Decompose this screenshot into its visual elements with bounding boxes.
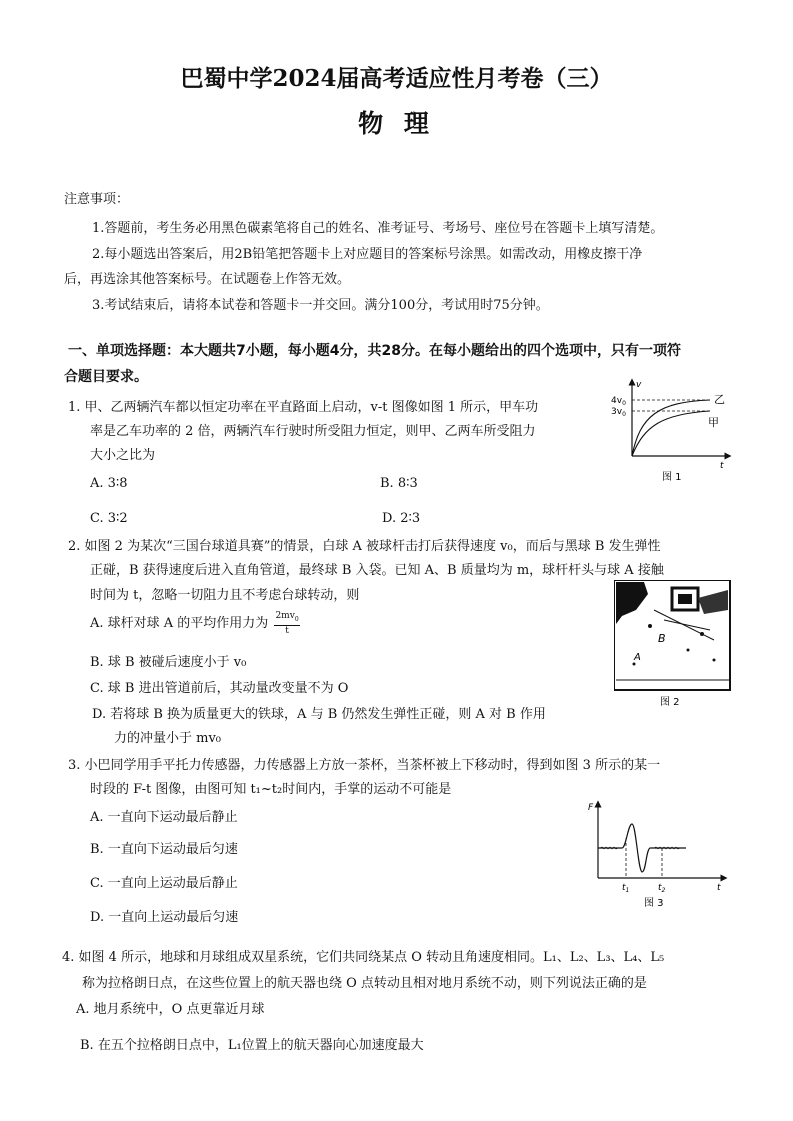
notice-heading: 注意事项： xyxy=(64,192,130,207)
fig2-ball-dot xyxy=(700,632,704,636)
notice-item-2: 2.每小题选出答案后，用2B铅笔把答题卡上对应题目的答案标号涂黑。如需改动，用橡皮擦干净 xyxy=(92,247,643,262)
fig3-t1-label: $t_1$ xyxy=(622,883,630,894)
q3-option-a: A. 一直向下运动最后静止 xyxy=(90,810,238,825)
fig1-3v-label: $3v_0$ xyxy=(611,407,626,418)
figure-2-billiard-photo xyxy=(614,580,732,710)
q1-option-a: A. 3∶8 xyxy=(90,476,128,491)
fig2-speck xyxy=(713,659,716,662)
subject-title: 物 理 xyxy=(358,109,435,138)
q4-stem-line1: 4. 如图 4 所示，地球和月球组成双星系统，它们共同绕某点 O 转动且角速度相同。L₁、L₂、L₃、L₄、L₅ xyxy=(62,950,665,965)
q1-stem-line1: 1. 甲、乙两辆汽车都以恒定功率在平直路面上启动，v-t 图像如图 1 所示，甲车功 xyxy=(68,400,539,415)
fig1-v-label: v xyxy=(636,380,642,390)
fig2-label-b: B xyxy=(658,632,666,645)
q2-stem-line2: 正碰，B 获得速度后进入直角管道，最终球 B 入袋。已知 A、B 质量均为 m，球杆杆头与球 A 接触 xyxy=(90,563,664,578)
exam-title: 巴蜀中学2024届高考适应性月考卷（三） xyxy=(180,65,613,92)
q2-stem-line1: 2. 如图 2 为某次“三国台球道具赛”的情景，白球 A 被球杆击打后获得速度 v₀，而后与黑球 B 发生弹性 xyxy=(68,539,661,554)
fig1-caption: 图 1 xyxy=(662,472,682,483)
notice-item-2-cont: 后，再选涂其他答案标号。在试题卷上作答无效。 xyxy=(64,272,351,287)
fig2-caption: 图 2 xyxy=(660,697,680,708)
section-heading: 一、单项选择题：本大题共7小题，每小题4分，共28分。在每小题给出的四个选项中，只有一项符 xyxy=(68,343,681,359)
fig3-t-label: t xyxy=(717,883,721,893)
fig3-t2-label: $t_2$ xyxy=(658,883,666,894)
q2-option-d-cont: 力的冲量小于 mv₀ xyxy=(114,731,222,746)
q4-stem-line2: 称为拉格朗日点，在这些位置上的航天器也绕 O 点转动且相对地月系统不动，则下列说法正确的是 xyxy=(82,976,647,991)
q2-option-d: D. 若将球 B 换为质量更大的铁球，A 与 B 仍然发生弹性正碰，则 A 对 B 作用 xyxy=(92,707,546,722)
q1-option-b: B. 8∶3 xyxy=(380,476,418,491)
q3-stem-line2: 时段的 F-t 图像，由图可知 t₁~t₂时间内，手掌的运动不可能是 xyxy=(90,782,452,797)
q2-stem-line3: 时间为 t，忽略一切阻力且不考虑台球转动，则 xyxy=(90,588,360,603)
q1-stem-line3: 大小之比为 xyxy=(90,448,156,463)
fraction-numerator: $2mv_0$ xyxy=(274,611,299,626)
q1-stem-line2: 率是乙车功率的 2 倍，两辆汽车行驶时所受阻力恒定，则甲、乙两车所受阻力 xyxy=(90,424,536,439)
q2-option-c: C. 球 B 进出管道前后，其动量改变量不为 O xyxy=(90,681,349,696)
q3-option-d: D. 一直向上运动最后匀速 xyxy=(90,910,239,925)
fig1-t-label: t xyxy=(720,461,724,471)
fig2-label-a: A xyxy=(634,652,641,663)
fig1-curve-yi xyxy=(632,400,710,456)
notice-item-3: 3.考试结束后，请将本试卷和答题卡一并交回。满分100分，考试用时75分钟。 xyxy=(92,298,549,313)
notice-item-1: 1.答题前，考生务必用黑色碳素笔将自己的姓名、准考证号、考场号、座位号在答题卡上填写清楚。 xyxy=(92,221,664,236)
figure-3-ft-graph xyxy=(584,798,734,912)
q2-option-a: A. 球杆对球 A 的平均作用力为 $\frac{2mv_0}{t}$ xyxy=(90,611,299,636)
q3-stem-line1: 3. 小巴同学用手平托力传感器，力传感器上方放一茶杯，当茶杯被上下移动时，得到如图 3 所示的某一 xyxy=(68,758,661,773)
fig3-caption: 图 3 xyxy=(644,898,664,909)
fig2-speck xyxy=(687,649,690,652)
q3-option-b: B. 一直向下运动最后匀速 xyxy=(90,842,238,857)
fig1-yi-label: 乙 xyxy=(714,393,725,406)
fig1-4v-label: $4v_0$ xyxy=(611,396,626,407)
q4-option-b: B. 在五个拉格朗日点中，L₁位置上的航天器向心加速度最大 xyxy=(80,1038,424,1053)
q1-option-c: C. 3∶2 xyxy=(90,511,128,526)
fraction-denominator: t xyxy=(285,625,289,636)
fig3-f-label: F xyxy=(588,803,594,813)
section-heading-cont: 合题目要求。 xyxy=(64,369,148,385)
fig1-curve-jia xyxy=(632,411,710,456)
figure-1-vt-graph xyxy=(610,376,740,488)
q1-option-d: D. 2∶3 xyxy=(382,511,421,526)
fig1-jia-label: 甲 xyxy=(708,416,719,429)
fig2-pipe-inner xyxy=(678,594,692,604)
q2-option-b: B. 球 B 被碰后速度小于 v₀ xyxy=(90,655,247,670)
q3-option-c: C. 一直向上运动最后静止 xyxy=(90,876,238,891)
q2-option-a-fraction xyxy=(274,611,299,636)
fig2-ball-dot xyxy=(648,624,652,628)
q4-option-a: A. 地月系统中，O 点更靠近月球 xyxy=(76,1002,265,1017)
